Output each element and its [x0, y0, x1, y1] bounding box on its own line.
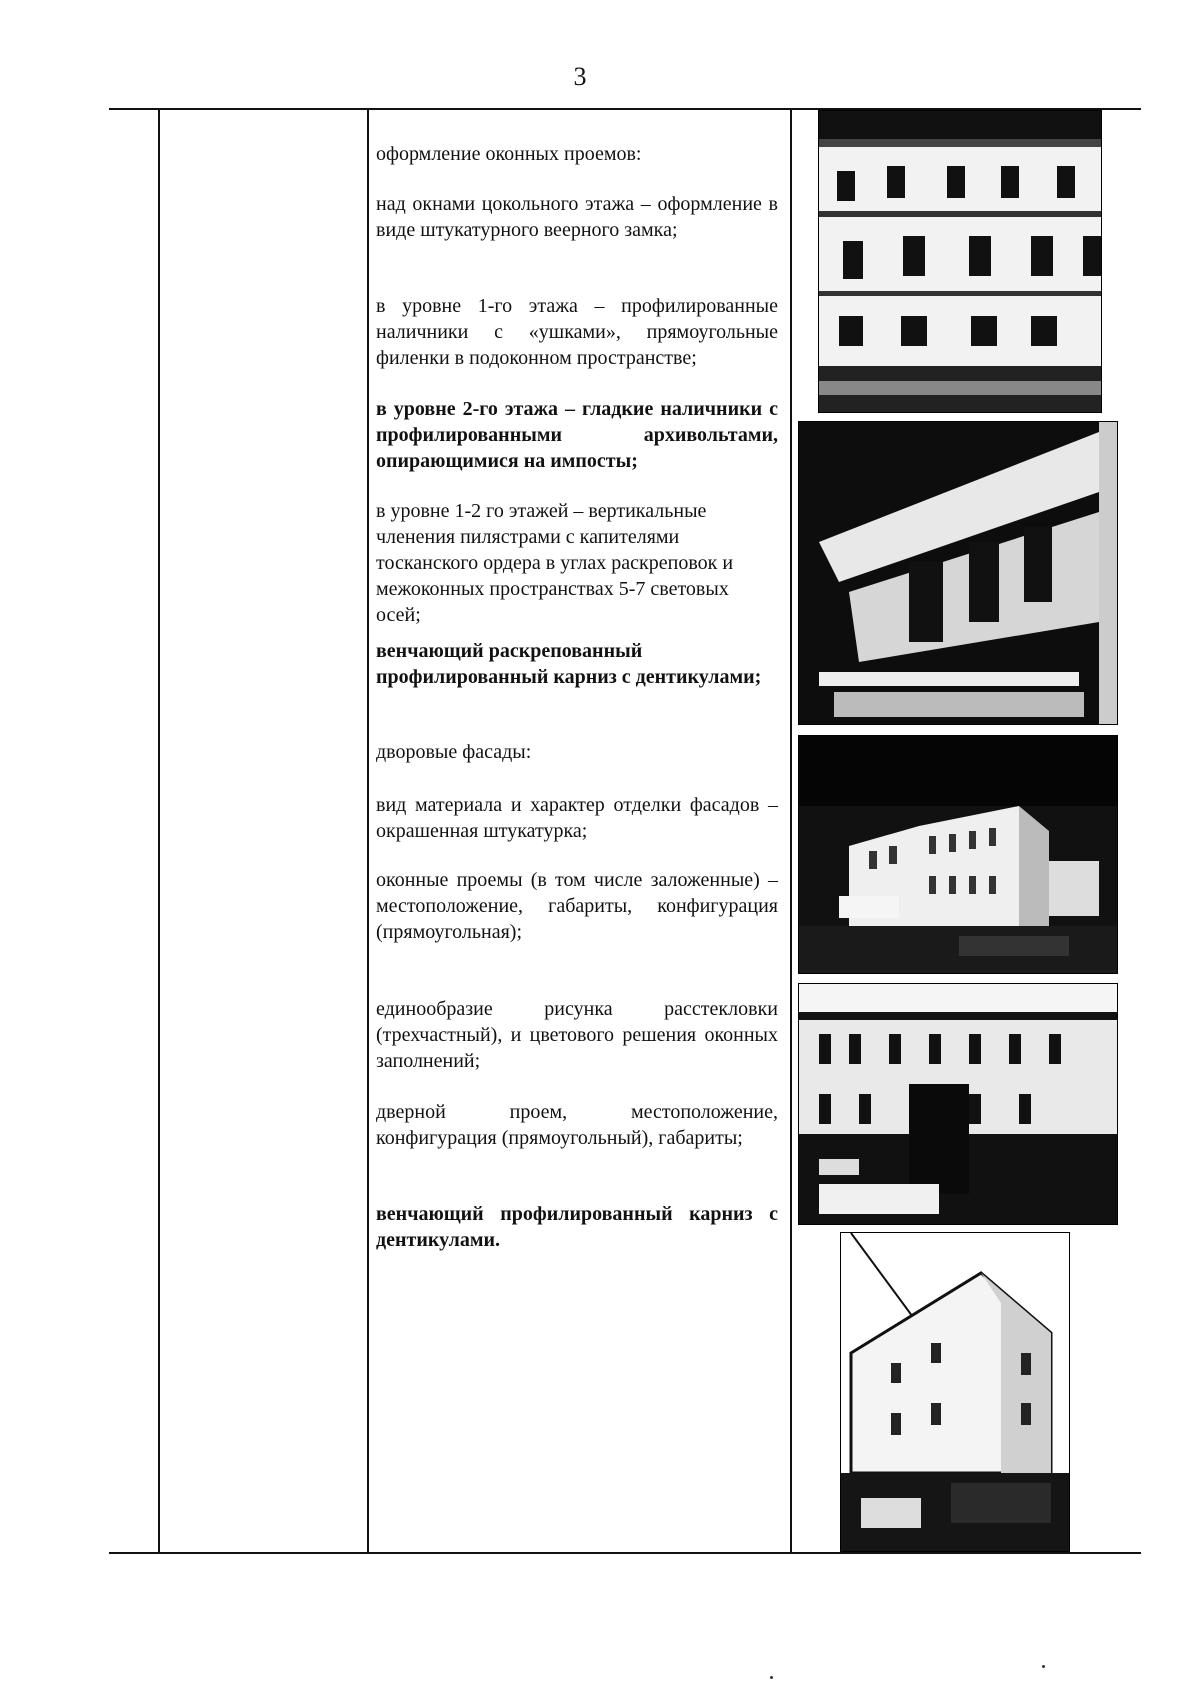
- windows-heading: оформление оконных проемов:: [376, 143, 642, 165]
- courtyard-glazing: единообразие рисунка расстекловки (трехчастный), и цветового решения оконных заполнений;: [376, 998, 778, 1072]
- facade-corner-photo: [798, 421, 1118, 725]
- courtyard-door: дверной проем, местоположение, конфигурация (прямоугольный), габариты;: [376, 1101, 778, 1149]
- courtyard-window-openings: оконные проемы (в том числе заложенные) – местоположение, габариты, конфигурация (прямоугольная);: [376, 869, 778, 943]
- column-divider-1: [158, 108, 160, 1554]
- windows-floors12: в уровне 1-2 го этажей – вертикальные членения пилястрами с капителями тосканского ордера в углах раскреповок и межоконных пространствах 5-7 световых осей;: [376, 500, 734, 626]
- courtyard-facade-photo: [798, 735, 1118, 974]
- windows-cornice: венчающий раскрепованный профилированный карниз с дентикулами;: [376, 640, 762, 688]
- scan-speck: [770, 1676, 773, 1679]
- building-end-photo: [840, 1232, 1070, 1552]
- courtyard-material: вид материала и характер отделки фасадов – окрашенная штукатурка;: [376, 794, 778, 842]
- courtyard-view-photo: [798, 983, 1118, 1225]
- main-facade-photo: [818, 110, 1102, 413]
- column-divider-3: [790, 108, 792, 1554]
- scan-speck: [1042, 1665, 1045, 1668]
- column-divider-2: [367, 108, 369, 1554]
- windows-basement: над окнами цокольного этажа – оформление в виде штукатурного веерного замка;: [376, 193, 778, 241]
- courtyard-heading: дворовые фасады:: [376, 741, 532, 763]
- windows-floor2: в уровне 2-го этажа – гладкие наличники с профилированными архивольтами, опирающимися на импосты;: [376, 398, 778, 472]
- table-bottom-border: [109, 1552, 1141, 1554]
- courtyard-cornice: венчающий профилированный карниз с дентикулами.: [376, 1203, 778, 1251]
- windows-floor1: в уровне 1-го этажа – профилированные наличники с «ушками», прямоугольные филенки в подоконном пространстве;: [376, 295, 778, 369]
- page-number: 3: [573, 62, 587, 91]
